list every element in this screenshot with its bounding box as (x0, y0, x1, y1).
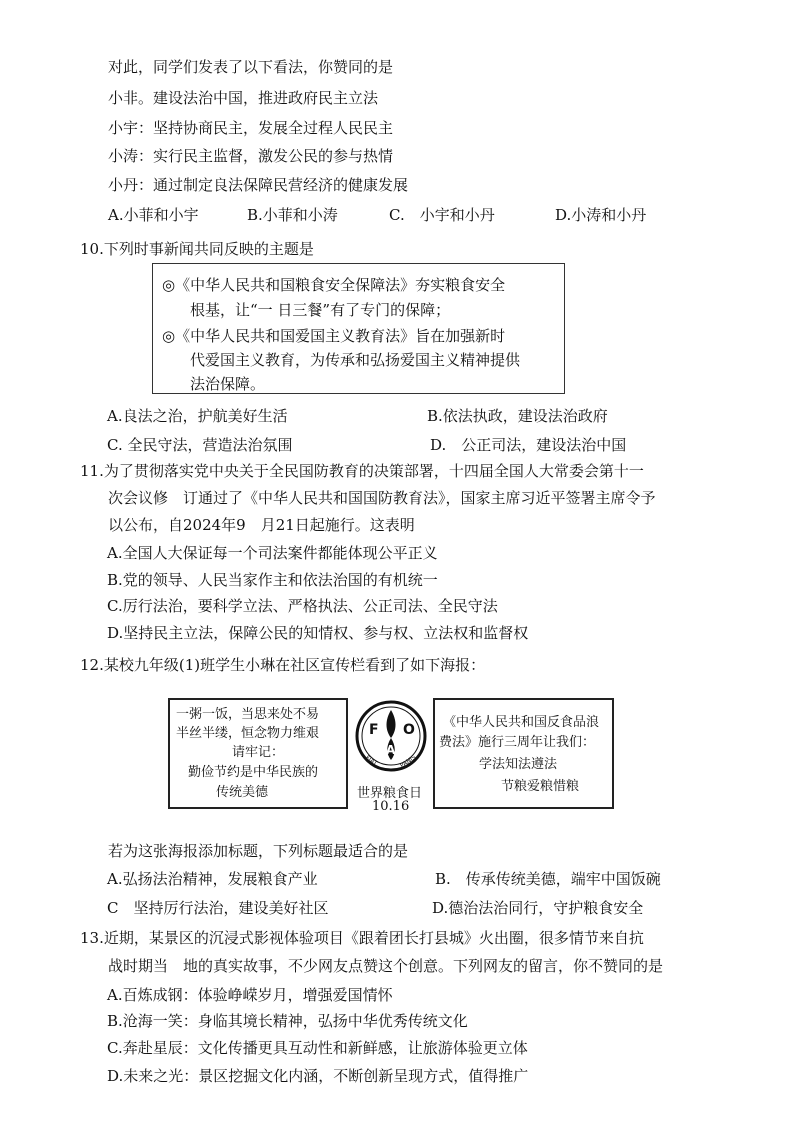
q13-stem-line-1: 13.近期，某景区的沉浸式影视体验项目《跟着团长打县城》火出圈，很多情节来自抗 (80, 929, 644, 947)
q10-option-d: D. 公正司法，建设法治中国 (430, 436, 627, 454)
q13-stem-line-2: 战时期当 地的真实故事，不少网友点赞这个创意。下列网友的留言，你不赞同的是 (108, 957, 664, 975)
q10-option-c: C. 全民守法，营造法治氛围 (107, 436, 293, 454)
fao-logo (352, 694, 430, 782)
q10-box-line-3: ◎《中华人民共和国爱国主义教育法》旨在加强新时 (162, 327, 506, 345)
fao-motto-left: FIAT (364, 754, 379, 768)
poster-left-line-4: 勤俭节约是中华民族的 (188, 765, 319, 780)
q10-stem: 10.下列时事新闻共同反映的主题是 (80, 240, 314, 258)
poster-right-line-3: 学法知法遵法 (479, 757, 558, 772)
poster-left-line-5: 传统美德 (216, 785, 269, 800)
poster-right-line-1: 《中华人民共和国反食品浪 (443, 715, 600, 730)
q12-option-c: C 坚持厉行法治，建设美好社区 (107, 899, 329, 917)
poster-left-line-3: 请牢记： (232, 745, 285, 760)
fao-letter-a: A (386, 743, 396, 757)
q13-option-b: B.沧海一笑：身临其境长精神，弘扬中华优秀传统文化 (107, 1012, 468, 1030)
q9-option-d: D.小涛和小丹 (555, 206, 647, 224)
q9-option-c: C. 小宇和小丹 (389, 206, 495, 224)
q13-option-a: A.百炼成钢：体验峥嵘岁月，增强爱国情怀 (107, 986, 393, 1004)
q11-stem-line-2: 次会议修 订通过了《中华人民共和国国防教育法》，国家主席习近平签署主席令予 (108, 489, 656, 507)
q9-option-a: A.小菲和小宇 (108, 206, 199, 224)
q11-stem-line-1: 11.为了贯彻落实党中央关于全民国防教育的决策部署，十四届全国人大常委会第十一 (80, 462, 644, 480)
fao-letter-o: O (403, 722, 415, 738)
q11-option-a: A.全国人大保证每一个司法案件都能体现公平正义 (107, 544, 438, 562)
q12-option-b: B. 传承传统美德，端牢中国饭碗 (435, 870, 661, 888)
poster-right-panel (433, 698, 614, 809)
fao-motto-right: PANIS (399, 753, 418, 770)
poster-left-line-1: 一粥一饭，当思来处不易 (176, 707, 320, 722)
q11-option-c: C.厉行法治，要科学立法、严格执法、公正司法、全民守法 (107, 597, 498, 615)
q10-option-a: A.良法之治，护航美好生活 (107, 407, 288, 425)
q10-box-line-2: 根基，让“一 日三餐”有了专门的保障； (190, 301, 451, 319)
q13-option-d: D.未来之光：景区挖掘文化内涵，不断创新呈现方式，值得推广 (107, 1067, 529, 1085)
poster-left-panel (168, 698, 348, 809)
q10-box-line-1: ◎《中华人民共和国粮食安全保障法》夯实粮食安全 (162, 276, 506, 294)
q12-question: 若为这张海报添加标题，下列标题最适合的是 (108, 842, 409, 860)
poster-left-line-2: 半丝半缕，恒念物力维艰 (176, 726, 320, 741)
q10-box-line-4: 代爱国主义教育，为传承和弘扬爱国主义精神提供 (190, 351, 521, 369)
q9-view-4: 小丹：通过制定良法保障民营经济的健康发展 (108, 176, 409, 194)
q11-stem-line-3: 以公布，自2024年9 月21日起施行。这表明 (108, 516, 415, 534)
q11-option-d: D.坚持民主立法，保障公民的知情权、参与权、立法权和监督权 (107, 624, 529, 642)
world-food-day-caption: 世界粮食日 (357, 786, 423, 801)
q9-option-b: B.小菲和小涛 (247, 206, 338, 224)
q10-box-line-5: 法治保障。 (190, 375, 266, 393)
q10-option-b: B.依法执政，建设法治政府 (427, 407, 608, 425)
q12-option-a: A.弘扬法治精神，发展粮食产业 (107, 870, 318, 888)
fao-letter-f: F (369, 722, 379, 738)
poster-right-line-4: 节粮爱粮惜粮 (501, 779, 580, 794)
q9-view-1: 小非。建设法治中国，推进政府民主立法 (108, 89, 379, 107)
q12-stem: 12.某校九年级(1)班学生小琳在社区宣传栏看到了如下海报： (80, 656, 486, 674)
q11-option-b: B.党的领导、人民当家作主和依法治国的有机统一 (107, 571, 438, 589)
q9-view-3: 小涛：实行民主监督，激发公民的参与热情 (108, 147, 394, 165)
q9-intro: 对此，同学们发表了以下看法，你赞同的是 (108, 58, 394, 76)
q9-view-2: 小宇：坚持协商民主，发展全过程人民民主 (108, 119, 394, 137)
world-food-day-date: 10.16 (372, 799, 410, 814)
q13-option-c: C.奔赴星辰：文化传播更具互动性和新鲜感，让旅游体验更立体 (107, 1039, 528, 1057)
q12-option-d: D.德治法治同行，守护粮食安全 (432, 899, 644, 917)
poster-right-line-2: 费法》施行三周年让我们： (439, 735, 596, 750)
